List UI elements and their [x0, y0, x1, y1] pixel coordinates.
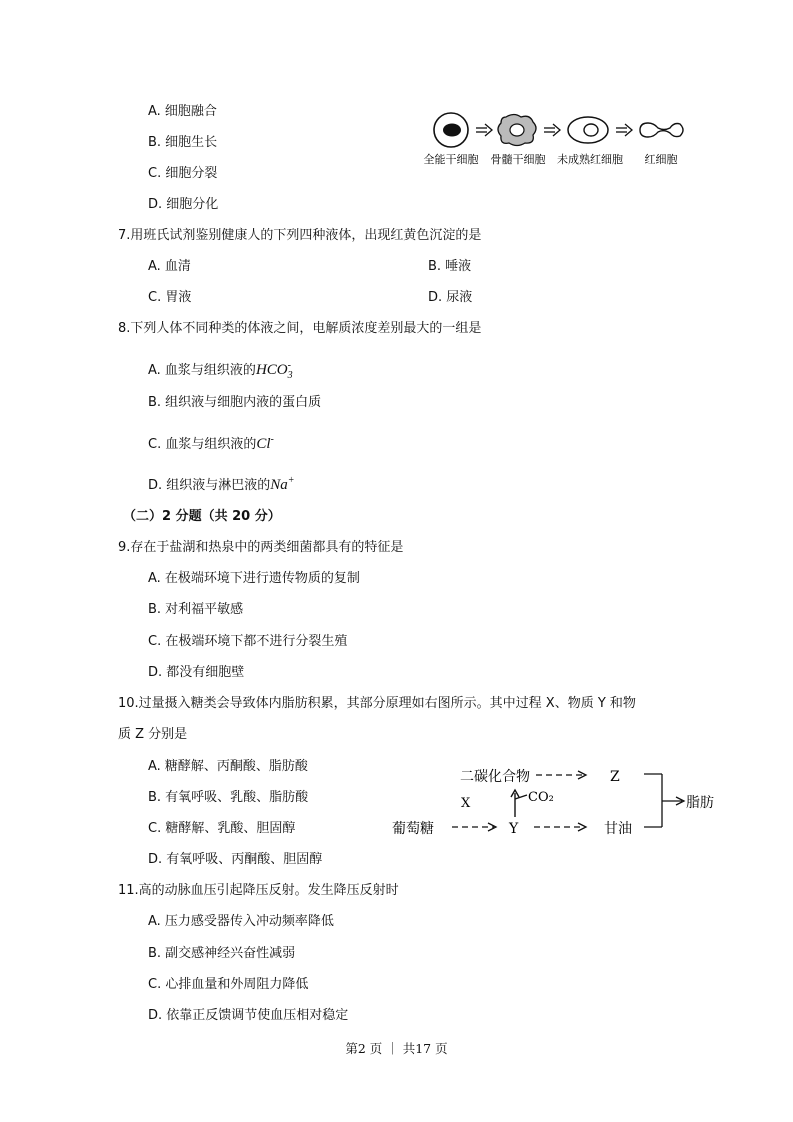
dashed-arrow-icon: [452, 823, 496, 831]
q10-option-c: C. 糖酵解、乳酸、胆固醇: [148, 821, 296, 836]
sodium-ion: Na+: [270, 475, 295, 493]
arrow-icon: [616, 124, 632, 136]
section-heading-2-point: （二）2 分题（共 20 分）: [123, 509, 281, 524]
q10-option-a: A. 糖酵解、丙酮酸、脂肪酸: [148, 759, 308, 774]
q9-stem: 9.存在于盐湖和热泉中的两类细菌都具有的特征是: [118, 540, 404, 555]
q6-option-a: A. 细胞融合: [148, 104, 217, 119]
q7-option-c: C. 胃液: [148, 290, 192, 305]
q8-option-c-text: C. 血浆与组织液的: [148, 437, 257, 452]
label-glucose: 葡萄糖: [392, 821, 434, 837]
q11-option-d: D. 依靠正反馈调节使血压相对稳定: [148, 1008, 349, 1023]
glucose-fat-pathway-diagram: [392, 757, 732, 843]
label-glycerol: 甘油: [604, 821, 632, 837]
q11-stem: 11.高的动脉血压引起降压反射。发生降压反射时: [118, 883, 399, 898]
arrow-icon: [476, 124, 492, 136]
q10-option-d: D. 有氧呼吸、丙酮酸、胆固醇: [148, 852, 323, 867]
figure-label-immature-red: 未成熟红细胞: [557, 153, 623, 166]
q9-option-d: D. 都没有细胞壁: [148, 665, 245, 680]
figure-label-red-cell: 红细胞: [644, 153, 678, 166]
q7-option-d: D. 尿液: [428, 290, 473, 305]
q6-option-c: C. 细胞分裂: [148, 166, 218, 181]
q9-option-b: B. 对利福平敏感: [148, 602, 244, 617]
q11-option-a: A. 压力感受器传入冲动频率降低: [148, 914, 334, 929]
q10-stem-line2: 质 Z 分别是: [118, 727, 188, 742]
q10-option-b: B. 有氧呼吸、乳酸、脂肪酸: [148, 790, 309, 805]
q8-option-d: [148, 471, 295, 496]
q9-option-c: C. 在极端环境下都不进行分裂生殖: [148, 634, 348, 649]
bracket-arrow-icon: [644, 774, 684, 827]
page-number-footer: 第2 页 ｜ 共17 页: [345, 1041, 448, 1056]
label-co2: CO₂: [528, 790, 554, 805]
bicarbonate-ion: $HCO_3^-$: [255, 360, 293, 381]
q11-option-c: C. 心排血量和外周阻力降低: [148, 977, 309, 992]
q7-option-b: B. 唾液: [428, 259, 472, 274]
q11-option-b: B. 副交感神经兴奋性减弱: [148, 946, 296, 961]
q7-option-a: A. 血清: [148, 259, 191, 274]
label-x: X: [461, 796, 471, 811]
q8-option-c: [148, 430, 274, 455]
label-y: Y: [509, 821, 519, 837]
q10-stem-line1: 10.过量摄入糖类会导致体内脂肪积累，其部分原理如右图所示。其中过程 X、物质 Y 和物: [118, 696, 636, 711]
q9-option-a: A. 在极端环境下进行遗传物质的复制: [148, 571, 360, 586]
figure-label-stem-cell: 全能干细胞: [423, 153, 479, 166]
q6-option-b: B. 细胞生长: [148, 135, 218, 150]
chloride-ion: Cl-: [256, 434, 274, 452]
q7-stem: 7.用班氏试剂鉴别健康人的下列四种液体，出现红黄色沉淀的是: [118, 228, 482, 243]
figure-label-bone-marrow: 骨髓干细胞: [490, 153, 546, 166]
dashed-arrow-icon: [536, 771, 586, 779]
arrow-icon: [544, 124, 560, 136]
red-blood-cell-icon: [640, 123, 683, 137]
q8-option-a: [148, 356, 291, 386]
cell-differentiation-figure: [418, 108, 686, 172]
q6-option-d: D. 细胞分化: [148, 197, 219, 212]
label-two-carbon: 二碳化合物: [460, 769, 530, 785]
dashed-arrow-icon: [534, 823, 586, 831]
q8-option-b: B. 组织液与细胞内液的蛋白质: [148, 395, 322, 410]
q8-option-a-text: A. 血浆与组织液的: [148, 363, 256, 378]
q8-option-d-text: D. 组织液与淋巴液的: [148, 478, 271, 493]
immature-red-cell-icon: [568, 117, 608, 143]
label-z: Z: [610, 769, 620, 785]
q8-stem: 8.下列人体不同种类的体液之间，电解质浓度差别最大的一组是: [118, 321, 482, 336]
label-fat: 脂肪: [686, 795, 714, 811]
co2-branch-arrow-icon: [511, 790, 527, 817]
